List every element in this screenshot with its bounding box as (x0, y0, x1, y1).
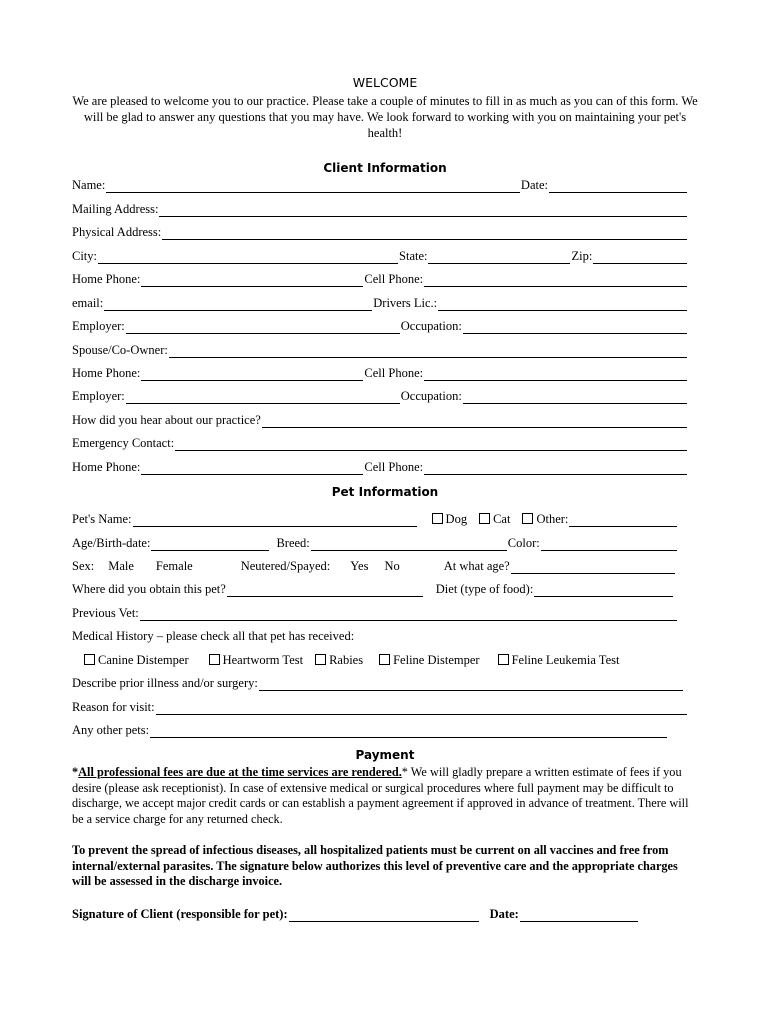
pet-name-field[interactable] (133, 515, 417, 527)
other-pets-row (72, 722, 668, 738)
signature-date-field[interactable] (520, 910, 638, 922)
emergency-home-phone-label: Home Phone: (72, 460, 141, 474)
dog-checkbox[interactable] (432, 512, 468, 527)
checkbox-icon (432, 513, 443, 524)
signature-date-label: Date: (489, 907, 519, 921)
checkbox-icon (209, 654, 220, 665)
emergency-label: Emergency Contact: (72, 436, 175, 450)
checkbox-icon (498, 654, 509, 665)
spouse-cell-phone-label: Cell Phone: (364, 366, 424, 380)
intro-text: We are pleased to welcome you to our practice. Please take a couple of minutes to fill in as much as you can of this form. We will be glad to answer any questions that you may have. We look forward to working with you on maintaining your pet's health! (72, 94, 698, 140)
obtain-row (72, 581, 674, 597)
drivers-field[interactable] (438, 299, 687, 311)
checkbox-icon (315, 654, 326, 665)
spouse-cell-phone-field[interactable] (424, 369, 687, 381)
employer-row (72, 318, 688, 334)
yes-option[interactable]: Yes (350, 559, 369, 573)
neutered-label: Neutered/Spayed: (240, 559, 331, 573)
city-row (72, 248, 688, 264)
illness-row (72, 675, 684, 691)
feline-distemper-checkbox[interactable] (379, 653, 479, 668)
male-option[interactable]: Male (108, 559, 134, 573)
cell-phone-label: Cell Phone: (364, 272, 424, 286)
canine-distemper-checkbox[interactable] (84, 653, 189, 668)
zip-label: Zip: (571, 249, 593, 263)
breed-label: Breed: (276, 536, 310, 550)
spouse-home-phone-label: Home Phone: (72, 366, 141, 380)
illness-field[interactable] (259, 679, 683, 691)
physical-label: Physical Address: (72, 225, 162, 239)
fees-bold-text: All professional fees are due at the time services are rendered. (78, 765, 402, 779)
reason-label: Reason for visit: (72, 700, 155, 714)
employer-field[interactable] (126, 322, 400, 334)
no-option[interactable]: No (384, 559, 400, 573)
heartworm-checkbox[interactable] (209, 653, 303, 668)
feline-leukemia-label: Feline Leukemia Test (511, 653, 620, 667)
other-field[interactable] (569, 515, 677, 527)
signature-field[interactable] (289, 910, 479, 922)
emergency-cell-phone-field[interactable] (424, 463, 687, 475)
sex-row (72, 558, 676, 574)
email-label: email: (72, 296, 104, 310)
drivers-label: Drivers Lic.: (373, 296, 438, 310)
signature-label: Signature of Client (responsible for pet): (72, 907, 288, 921)
obtain-field[interactable] (227, 585, 423, 597)
other-checkbox[interactable] (522, 512, 568, 527)
name-row (72, 177, 688, 193)
checkbox-icon (479, 513, 490, 524)
age-label: Age/Birth-date: (72, 536, 151, 550)
home-phone-label: Home Phone: (72, 272, 141, 286)
other-label: Other: (536, 512, 569, 526)
age-field[interactable] (151, 539, 269, 551)
checkbox-icon (84, 654, 95, 665)
date-label: Date: (520, 178, 548, 192)
physical-field[interactable] (162, 228, 687, 240)
heartworm-label: Heartworm Test (222, 653, 304, 667)
city-field[interactable] (98, 252, 398, 264)
at-age-field[interactable] (511, 562, 675, 574)
other-pets-label: Any other pets: (72, 723, 150, 737)
mailing-row (72, 201, 688, 217)
emergency-home-phone-field[interactable] (141, 463, 363, 475)
spouse-row (72, 342, 688, 358)
name-field[interactable] (106, 181, 520, 193)
occupation-field[interactable] (463, 322, 687, 334)
fees-paragraph (72, 765, 696, 827)
spouse-phone-row (72, 365, 688, 381)
checkbox-icon (379, 654, 390, 665)
prev-vet-label: Previous Vet: (72, 606, 139, 620)
home-phone-field[interactable] (141, 275, 363, 287)
spouse-occupation-label: Occupation: (400, 389, 462, 403)
fees-star: * (72, 765, 79, 779)
spouse-label: Spouse/Co-Owner: (72, 343, 168, 357)
cat-checkbox[interactable] (479, 512, 510, 527)
color-field[interactable] (541, 539, 677, 551)
city-label: City: (72, 249, 98, 263)
client-section-title: Client Information (323, 161, 447, 175)
fees-rest-text: * We will gladly prepare a written estimate of fees if you desire (please ask receptionist). In case of extensive medical or surgical procedures where full payment may be difficult to discharge, we accept major credit cards or can establish a payment agreement if approved in advance of treatment. There will be a service charge for any returned check. (72, 765, 689, 826)
female-option[interactable]: Female (155, 559, 193, 573)
date-field[interactable] (549, 181, 687, 193)
state-label: State: (399, 249, 428, 263)
reason-row (72, 699, 688, 715)
welcome-title: WELCOME (352, 75, 418, 90)
feline-distemper-label: Feline Distemper (393, 653, 480, 667)
breed-field[interactable] (311, 539, 507, 551)
prev-vet-row (72, 605, 678, 621)
spouse-employer-field[interactable] (126, 392, 400, 404)
home-phone-row (72, 271, 688, 287)
vaccine-notice: To prevent the spread of infectious diseases, all hospitalized patients must be current on all vaccines and free from internal/external parasites. The signature below authorizes this level of preventive care and the appropriate charges will be assessed in the discharge invoice. (72, 843, 678, 888)
obtain-label: Where did you obtain this pet? (72, 582, 226, 596)
hear-label: How did you hear about our practice? (72, 413, 261, 427)
employer-label: Employer: (72, 319, 125, 333)
age-row (72, 535, 678, 551)
name-label: Name: (72, 178, 106, 192)
prev-vet-field[interactable] (140, 609, 677, 621)
signature-row (72, 906, 692, 922)
physical-row (72, 224, 688, 240)
spouse-field[interactable] (169, 346, 687, 358)
checkbox-icon (522, 513, 533, 524)
spouse-occupation-field[interactable] (463, 392, 687, 404)
color-label: Color: (507, 536, 540, 550)
rabies-label: Rabies (329, 653, 364, 667)
spouse-employer-row (72, 388, 688, 404)
emergency-phone-row (72, 459, 688, 475)
mailing-label: Mailing Address: (72, 202, 159, 216)
pet-section-title: Pet Information (331, 485, 439, 499)
emergency-field[interactable] (175, 439, 687, 451)
canine-distemper-label: Canine Distemper (98, 653, 189, 667)
at-age-label: At what age? (443, 559, 510, 573)
email-row (72, 295, 688, 311)
feline-leukemia-checkbox[interactable] (498, 653, 620, 668)
spouse-employer-label: Employer: (72, 389, 125, 403)
illness-label: Describe prior illness and/or surgery: (72, 676, 258, 690)
mailing-field[interactable] (159, 205, 687, 217)
zip-field[interactable] (593, 252, 687, 264)
medical-label: Medical History – please check all that pet has received: (72, 629, 355, 643)
emergency-row (72, 435, 688, 451)
dog-label: Dog (445, 512, 468, 526)
other-pets-field[interactable] (150, 726, 667, 738)
hear-row (72, 412, 688, 428)
cat-label: Cat (493, 512, 511, 526)
medical-row (72, 628, 688, 644)
occupation-label: Occupation: (400, 319, 462, 333)
emergency-cell-phone-label: Cell Phone: (364, 460, 424, 474)
sex-label: Sex: (72, 559, 95, 573)
diet-label: Diet (type of food): (435, 582, 534, 596)
hear-field[interactable] (262, 416, 687, 428)
state-field[interactable] (428, 252, 570, 264)
rabies-checkbox[interactable] (315, 653, 363, 668)
pet-name-label: Pet's Name: (72, 512, 132, 526)
vaccines-row (84, 652, 688, 668)
spouse-home-phone-field[interactable] (141, 369, 363, 381)
email-field[interactable] (104, 299, 372, 311)
diet-field[interactable] (534, 585, 673, 597)
reason-field[interactable] (156, 703, 687, 715)
payment-section-title: Payment (355, 748, 415, 762)
cell-phone-field[interactable] (424, 275, 687, 287)
pet-name-row (72, 511, 678, 527)
